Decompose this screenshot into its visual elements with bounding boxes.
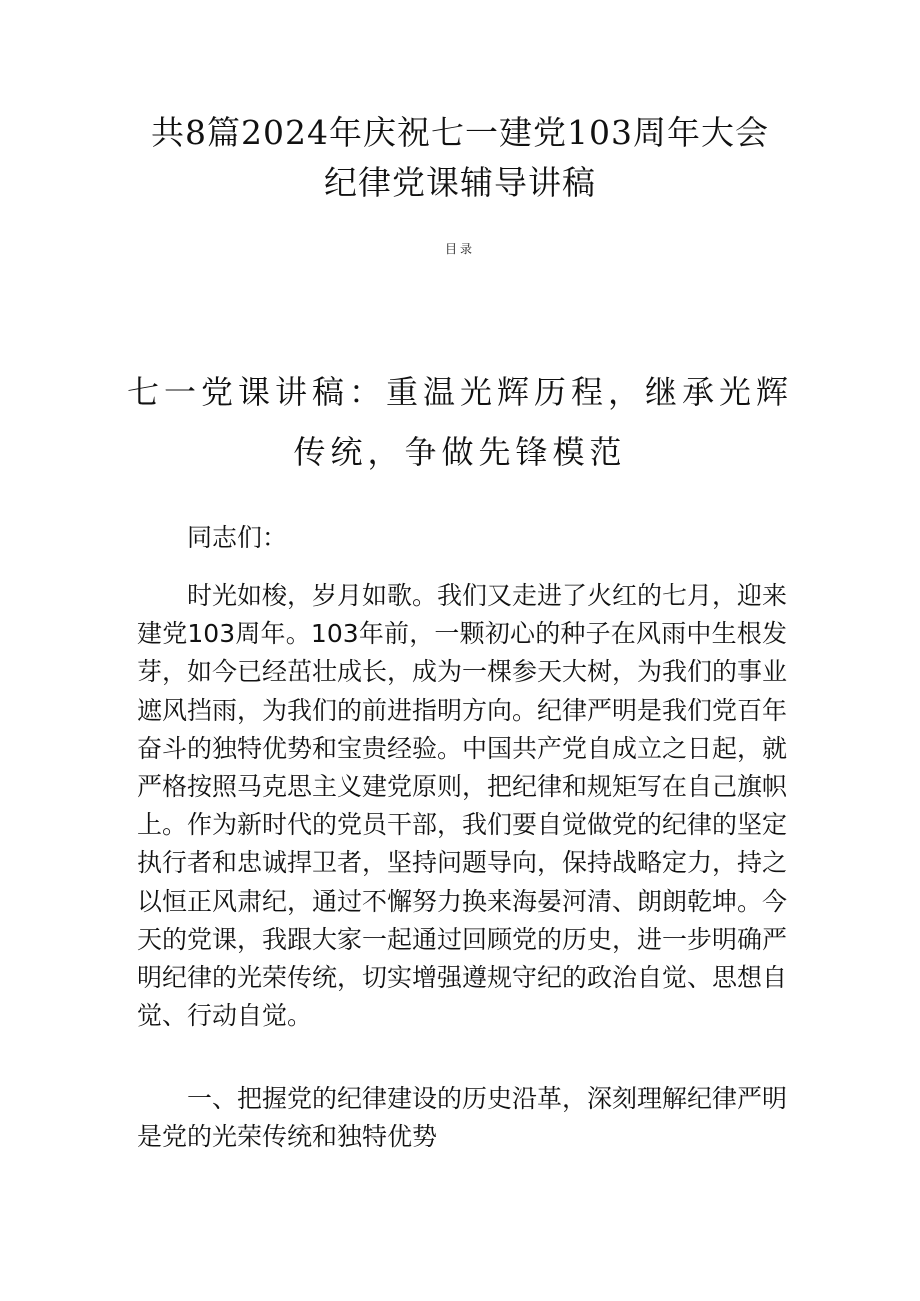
document-title-line-1: 共8篇2024年庆祝七一建党103周年大会 bbox=[151, 113, 769, 152]
section-title-line-1: 七一党课讲稿：重温光辉历程，继承光辉 bbox=[126, 373, 793, 411]
section-title-line-2: 传统，争做先锋模范 bbox=[293, 433, 627, 471]
body-paragraph: 时光如梭，岁月如歌。我们又走进了火红的七月，迎来建党103周年。103年前，一颗初心的种子在风雨中生根发芽，如今已经茁壮成长，成为一棵参天大树，为我们的事业遮风挡雨，为我们的前进指明方向。纪律严明是我们党百年奋斗的独特优势和宝贵经验。中国共产党自成立之日起，就严格按照马克思主义建党原则，把纪律和规矩写在自己旗帜上。作为新时代的党员干部，我们要自觉做党的纪律的坚定执行者和忠诚捍卫者，坚持问题导向，保持战略定力，持之以恒正风肃纪，通过不懈努力换来海晏河清、朗朗乾坤。今天的党课，我跟大家一起通过回顾党的历史，进一步明确严明纪律的光荣传统，切实增强遵规守纪的政治自觉、思想自觉、行动自觉。 bbox=[137, 581, 788, 1031]
document-title-line-2: 纪律党课辅导讲稿 bbox=[324, 163, 596, 202]
greeting: 同志们： bbox=[187, 523, 288, 552]
section-heading: 一、把握党的纪律建设的历史沿革，深刻理解纪律严明是党的光荣传统和独特优势 bbox=[137, 1084, 788, 1152]
table-of-contents-label: 目录 bbox=[444, 242, 475, 256]
